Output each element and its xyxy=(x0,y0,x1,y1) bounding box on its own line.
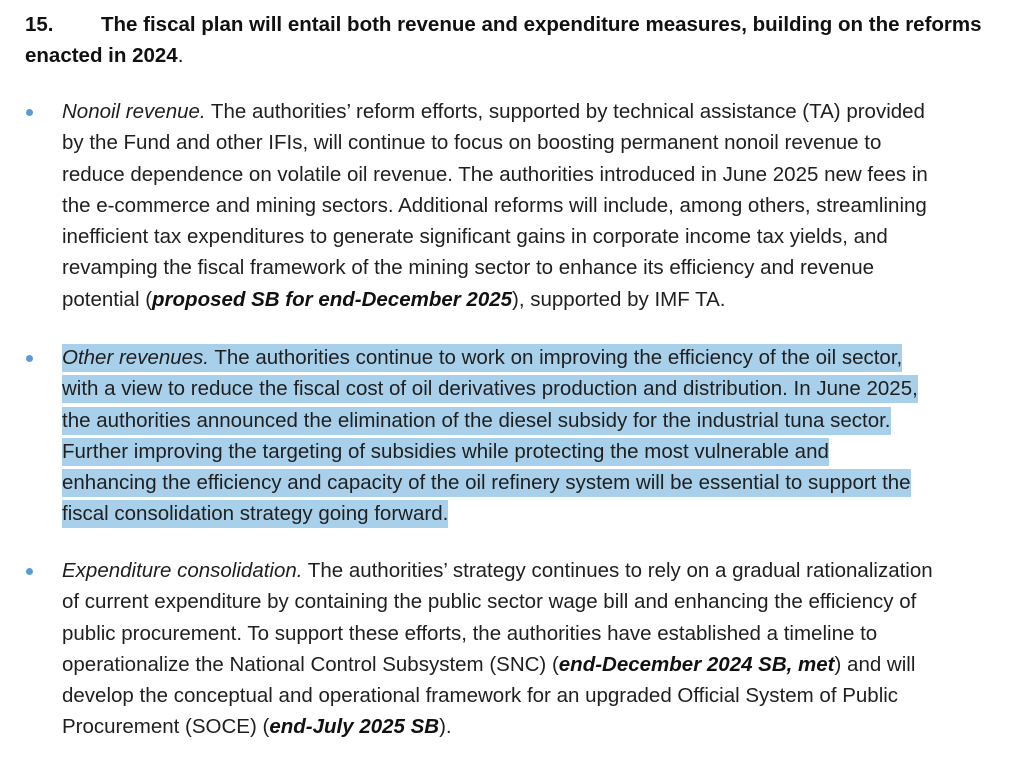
bullet-icon xyxy=(26,109,33,116)
bullet-body: ), supported by IMF TA. xyxy=(512,287,726,311)
highlighted-bullet-body: The authorities continue to work on improving the efficiency of the oil sector, with a view to reduce the fiscal cost of oil derivatives production and distribution. In June 2025, the authorities announced the elimination of the diesel subsidy for the industrial tuna sector. Further improving the targeting of subsidies while protecting the most vulnerable and enhancing the efficiency and capacity of the oil refinery system will be essential to support the fiscal consolidation strategy going forward. xyxy=(62,346,918,526)
bullet-lead: Other revenues. xyxy=(62,346,209,369)
bullet-text xyxy=(62,555,1002,743)
bullet-body: The authorities’ reform efforts, supported by technical assistance (TA) provided by the Fund and other IFIs, will continue to focus on boosting permanent nonoil revenue to reduce dependence on volatile oil revenue. The authorities introduced in June 2025 new fees in the e-commerce and mining sectors. Additional reforms will include, among others, streamlining inefficient tax expenditures to generate significant gains in corporate income tax yields, and revamping the fiscal framework of the mining sector to enhance its efficiency and revenue potential ( xyxy=(62,100,928,311)
heading-end: . xyxy=(177,44,184,67)
bullet-text xyxy=(62,96,1002,315)
bullet-lead: Nonoil revenue. xyxy=(62,100,206,123)
bullet-body: ). xyxy=(439,715,452,739)
bullet-body: ) and will develop the conceptual and operational framework for an upgraded Official System of Public Procurement (SOCE) ( xyxy=(62,652,916,739)
structural-benchmark: end-July 2025 SB xyxy=(269,715,440,739)
structural-benchmark: end-December 2024 SB, met xyxy=(558,652,835,676)
bullet-lead: Expenditure consolidation. xyxy=(62,559,303,582)
bullet-body: The authorities’ strategy continues to rely on a gradual rationalization of current expenditure by containing the public sector wage bill and enhancing the efficiency of public procurement. To support these efforts, the authorities have established a timeline to operationalize the National Control Subsystem (SNC) ( xyxy=(62,559,933,676)
heading-text: The fiscal plan will entail both revenue and expenditure measures, building on the reforms enacted in 2024 xyxy=(25,13,982,67)
bullet-icon xyxy=(26,355,33,362)
paragraph-number: 15. xyxy=(25,13,54,36)
bullet-icon xyxy=(26,568,33,575)
paragraph-heading xyxy=(25,9,1000,71)
structural-benchmark: proposed SB for end-December 2025 xyxy=(152,287,513,311)
bullet-text xyxy=(62,342,1002,530)
